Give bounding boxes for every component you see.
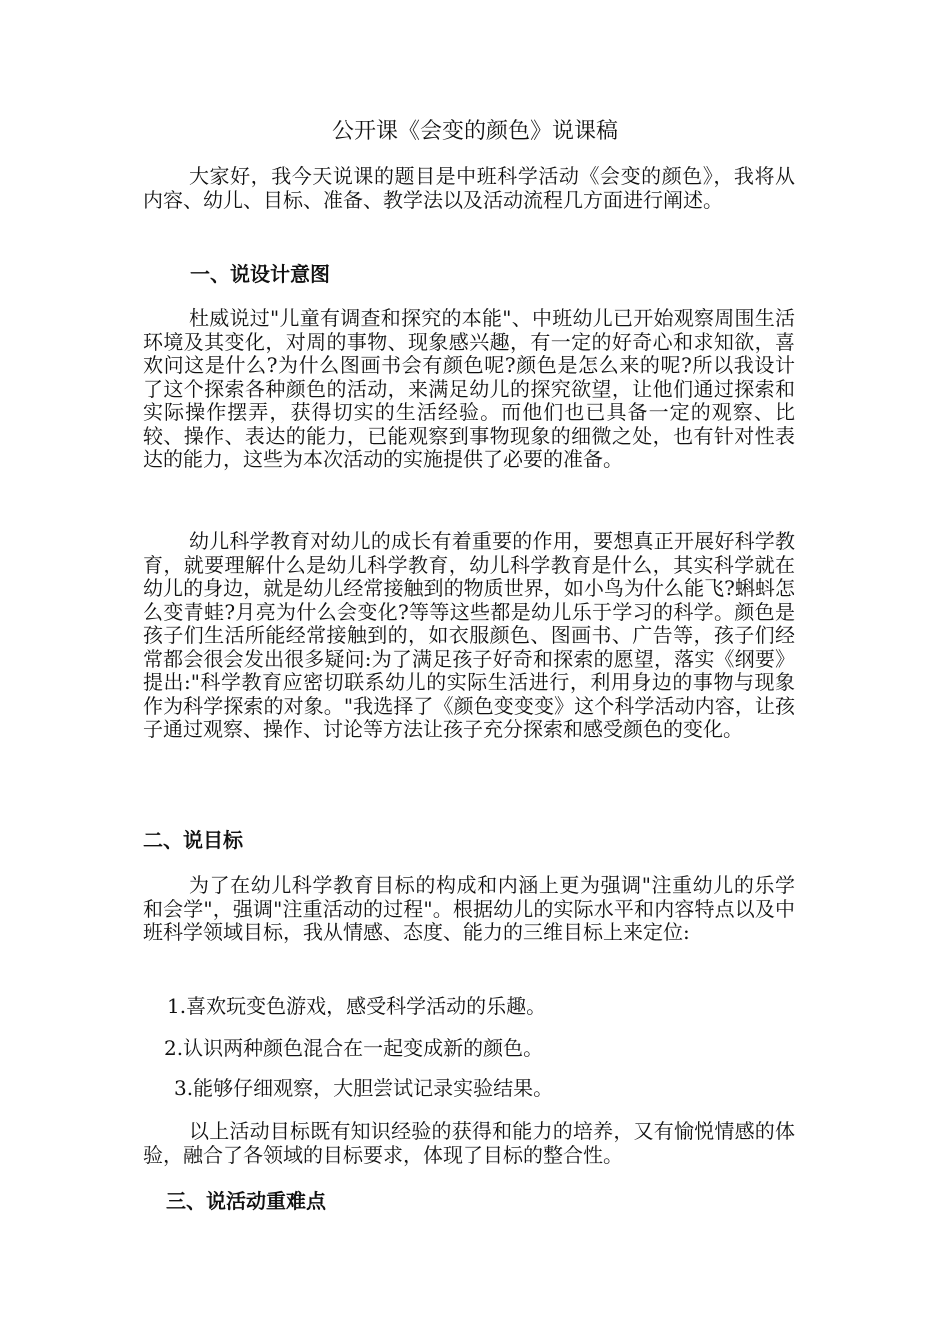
- section2-heading: 二、说目标: [143, 828, 243, 852]
- section3-heading: 三、说活动重难点: [166, 1189, 326, 1213]
- section1-heading: 一、说设计意图: [190, 262, 330, 286]
- section1-paragraph-1: 杜威说过"儿童有调查和探究的本能"、中班幼儿已开始观察周围生活环境及其变化，对周的事物、现象感兴趣，有一定的好奇心和求知欲，喜欢问这是什么?为什么图画书会有颜色呢?颜色是怎么来的呢?所以我设计了这个探索各种颜色的活动，来满足幼儿的探究欲望，让他们通过探索和实际操作摆弄，获得切实的生活经验。而他们也已具备一定的观察、比较、操作、表达的能力，已能观察到事物现象的细微之处，也有针对性表达的能力，这些为本次活动的实施提供了必要的准备。: [143, 306, 795, 471]
- intro-paragraph: 大家好，我今天说课的题目是中班科学活动《会变的颜色》，我将从内容、幼儿、目标、准备、教学法以及活动流程几方面进行阐述。: [143, 164, 795, 212]
- goal-item-2: 2.认识两种颜色混合在一起变成新的颜色。: [164, 1036, 544, 1060]
- goal-item-3: 3.能够仔细观察，大胆尝试记录实验结果。: [174, 1076, 554, 1100]
- section2-paragraph-2: 以上活动目标既有知识经验的获得和能力的培养，又有愉悦情感的体验，融合了各领域的目标要求，体现了目标的整合性。: [143, 1119, 795, 1167]
- section2-paragraph-1: 为了在幼儿科学教育目标的构成和内涵上更为强调"注重幼儿的乐学和会学"，强调"注重活动的过程"。根据幼儿的实际水平和内容特点以及中班科学领域目标，我从情感、态度、能力的三维目标上来定位:: [143, 873, 795, 944]
- section1-paragraph-2: 幼儿科学教育对幼儿的成长有着重要的作用，要想真正开展好科学教育，就要理解什么是幼儿科学教育，幼儿科学教育是什么，其实科学就在幼儿的身边，就是幼儿经常接触到的物质世界，如小鸟为什么能飞?蝌蚪怎么变青蛙?月亮为什么会变化?等等这些都是幼儿乐于学习的科学。颜色是孩子们生活所能经常接触到的，如衣服颜色、图画书、广告等，孩子们经常都会很会发出很多疑问:为了满足孩子好奇和探索的愿望，落实《纲要》提出:"科学教育应密切联系幼儿的实际生活进行，利用身边的事物与现象作为科学探索的对象。"我选择了《颜色变变变》这个科学活动内容，让孩子通过观察、操作、讨论等方法让孩子充分探索和感受颜色的变化。: [143, 529, 795, 741]
- document-title: 公开课《会变的颜色》说课稿: [331, 119, 618, 144]
- goal-item-1: 1.喜欢玩变色游戏，感受科学活动的乐趣。: [167, 994, 547, 1018]
